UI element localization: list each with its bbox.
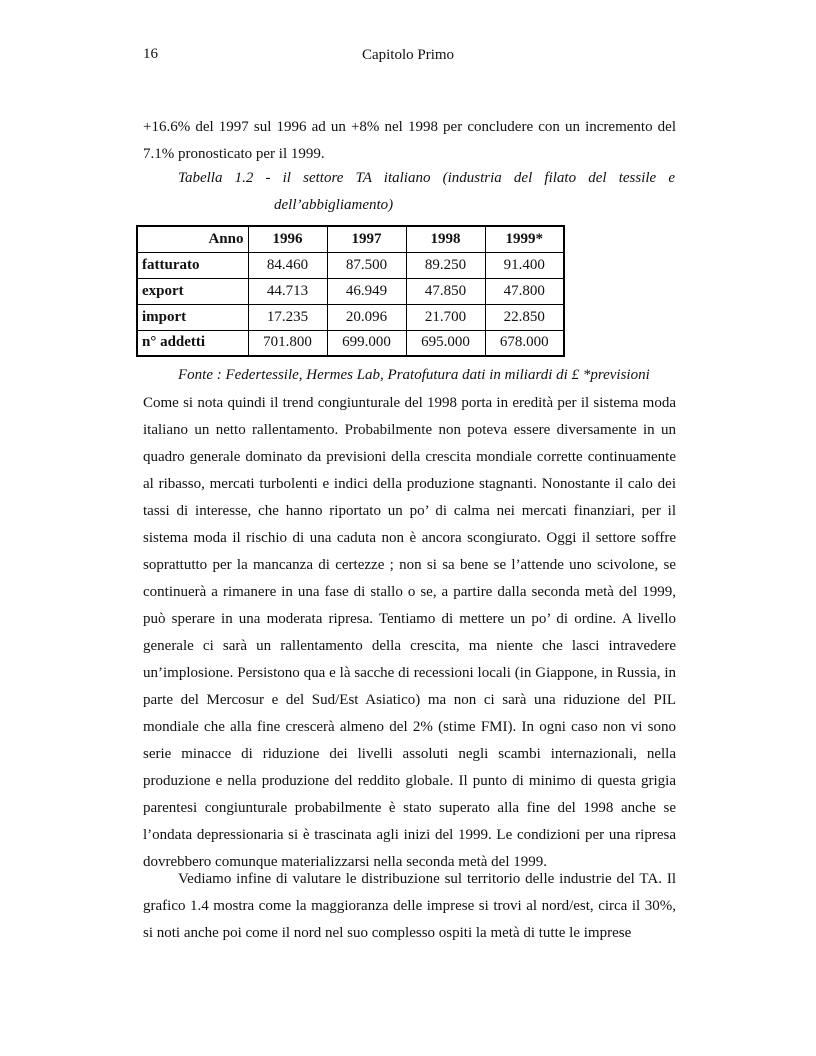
body-paragraph: Come si nota quindi il trend congiunturale del 1998 porta in eredità per il sistema moda italiano un netto rallentamento. Probabilmente non poteva essere diversamente in un quadro generale dominato da previsioni della crescita mondiale corrette continuamente al ribasso, mercati turbolenti e indici della produzione stagnanti. Nonostante il calo dei tassi di interesse, che hanno riportato un po’ di calma nei mercati finanziari, per il sistema moda il rischio di una caduta non è ancora scongiurato. Oggi il settore soffre soprattutto per la mancanza di certezze ; non si sa bene se l’attende uno scivolone, se continuerà a rimanere in una fase di stallo o se, a partire dalla seconda metà del 1999, può sperare in una moderata ripresa. Tentiamo di mettere un po’ di ordine. A livello generale ci sarà un rallentamento della crescita, ma niente che lasci intravedere un’implosione. Persistono qua e là sacche di recessioni locali (in Giappone, in Russia, in parte del Mercosur e del Sud/Est Asiatico) ma non ci sarà una riduzione del PIL mondiale che alla fine crescerà almeno del 2% (stime FMI). In ogni caso non vi sono serie minacce di riduzione dei livelli assoluti negli scambi internazionali, nella produzione e nella produzione del reddito globale. Il punto di minimo di questa grigia parentesi congiunturale probabilmente è stato superato alla fine del 1998 anche se l’ondata depressionaria si è trascinata agli inizi del 1999. Le condizioni per una ripresa dovrebbero comunque materializzarsi nella seconda metà del 1999. — [143, 395, 676, 870]
table-cell: 17.235 — [248, 304, 327, 330]
table-cell: 701.800 — [248, 330, 327, 356]
column-header: 1998 — [406, 226, 485, 252]
table-caption-line1: Tabella 1.2 - il settore TA italiano (industria del filato del tessile e — [178, 170, 675, 186]
table-cell: 20.096 — [327, 304, 406, 330]
row-label: fatturato — [137, 252, 248, 278]
table-cell: 695.000 — [406, 330, 485, 356]
table-row — [137, 278, 564, 304]
table-header-row — [137, 226, 564, 252]
table-row — [137, 330, 564, 356]
column-header: 1997 — [327, 226, 406, 252]
running-head: Capitolo Primo — [361, 47, 455, 63]
page-number: 16 — [143, 46, 158, 62]
column-header: 1999* — [485, 226, 564, 252]
table-cell: 21.700 — [406, 304, 485, 330]
table-cell: 87.500 — [327, 252, 406, 278]
table-row — [137, 252, 564, 278]
intro-paragraph: +16.6% del 1997 sul 1996 ad un +8% nel 1998 per concludere con un incremento del 7.1% pronosticato per il 1999. — [143, 119, 676, 162]
table-cell: 89.250 — [406, 252, 485, 278]
table-cell: 46.949 — [327, 278, 406, 304]
table-cell: 47.800 — [485, 278, 564, 304]
table-cell: 678.000 — [485, 330, 564, 356]
table-cell: 44.713 — [248, 278, 327, 304]
table-cell: 22.850 — [485, 304, 564, 330]
table-caption-line2: dell’abbigliamento) — [274, 197, 394, 213]
table-cell: 699.000 — [327, 330, 406, 356]
row-label: n° addetti — [137, 330, 248, 356]
table-cell: 47.850 — [406, 278, 485, 304]
table-source-note: Fonte : Federtessile, Hermes Lab, Pratofutura dati in miliardi di £ *previsioni — [178, 367, 650, 383]
table-cell: 84.460 — [248, 252, 327, 278]
row-label: export — [137, 278, 248, 304]
closing-paragraph: Vediamo infine di valutare le distribuzione sul territorio delle industrie del TA. Il grafico 1.4 mostra come la maggioranza delle imprese si trovi al nord/est, circa il 30%, si noti anche poi come il nord nel suo complesso ospiti la metà di tutte le imprese — [143, 871, 676, 941]
row-label: import — [137, 304, 248, 330]
data-table — [136, 225, 565, 357]
table-corner-label: Anno — [137, 226, 248, 252]
column-header: 1996 — [248, 226, 327, 252]
table-row — [137, 304, 564, 330]
table-cell: 91.400 — [485, 252, 564, 278]
